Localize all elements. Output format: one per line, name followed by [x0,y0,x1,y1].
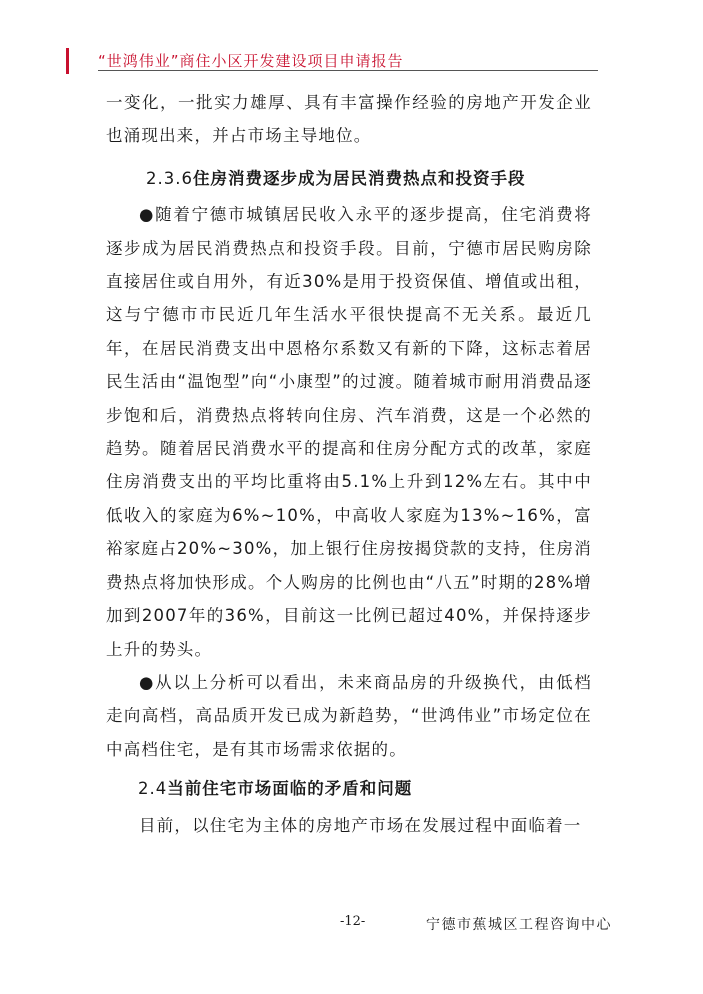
paragraph-analysis: ●从以上分析可以看出，未来商品房的升级换代，由低档走向高档，高品质开发已成为新趋势，“世鸿伟业”市场定位在中高档住宅，是有其市场需求依据的。 [106,672,592,759]
page-header [0,0,703,80]
paragraph-consumption: ●随着宁德市城镇居民收入永平的逐步提高，住宅消费将逐步成为居民消费热点和投资手段。目前，宁德市居民购房除直接居住或自用外，有近30%是用于投资保值、增值或出租，这与宁德市市民近几年生活水平很快提高不无关系。最近几年，在居民消费支出中恩格尔系数又有新的下降，这标志着居民生活由“温饱型”向“小康型”的过渡。随着城市耐用消费品逐步饱和后，消费热点将转向住房、汽车消费，这是一个必然的趋势。随着居民消费水平的提高和住房分配方式的改革，家庭住房消费支出的平均比重将由5.1%上升到12%左右。其中中低收入的家庭为6%~10%，中高收人家庭为13%~16%，富裕家庭占20%~30%，加上银行住房按揭贷款的支持，住房消费热点将加快形成。个人购房的比例也由“八五”时期的28%增加到2007年的36%，目前这一比例已超过40%，并保持逐步上升的势头。 [106,205,592,659]
paragraph-intro: 一变化，一批实力雄厚、具有丰富操作经验的房地产开发企业也涌现出来，并占市场主导地位。 [106,93,592,146]
header-title: “世鸿伟业”商住小区开发建设项目申请报告 [98,52,404,70]
footer-organization: 宁德市蕉城区工程咨询中心 [426,917,612,933]
page-footer [0,910,703,940]
section-number: 2.3.6 [146,168,193,188]
page-number: -12- [340,914,366,929]
section-number: 2.4 [138,779,168,799]
header-rule [98,70,598,71]
header-margin-mark [66,48,69,74]
section-heading-2-3-6 [106,162,592,195]
paragraph-current: 目前，以住宅为主体的房地产市场在发展过程中面临着一 [139,815,582,835]
document-body [106,86,592,842]
section-title: 住房消费逐步成为居民消费热点和投资手段 [192,168,526,188]
section-heading-2-4 [106,772,592,805]
section-title: 当前住宅市场面临的矛盾和问题 [167,779,413,799]
